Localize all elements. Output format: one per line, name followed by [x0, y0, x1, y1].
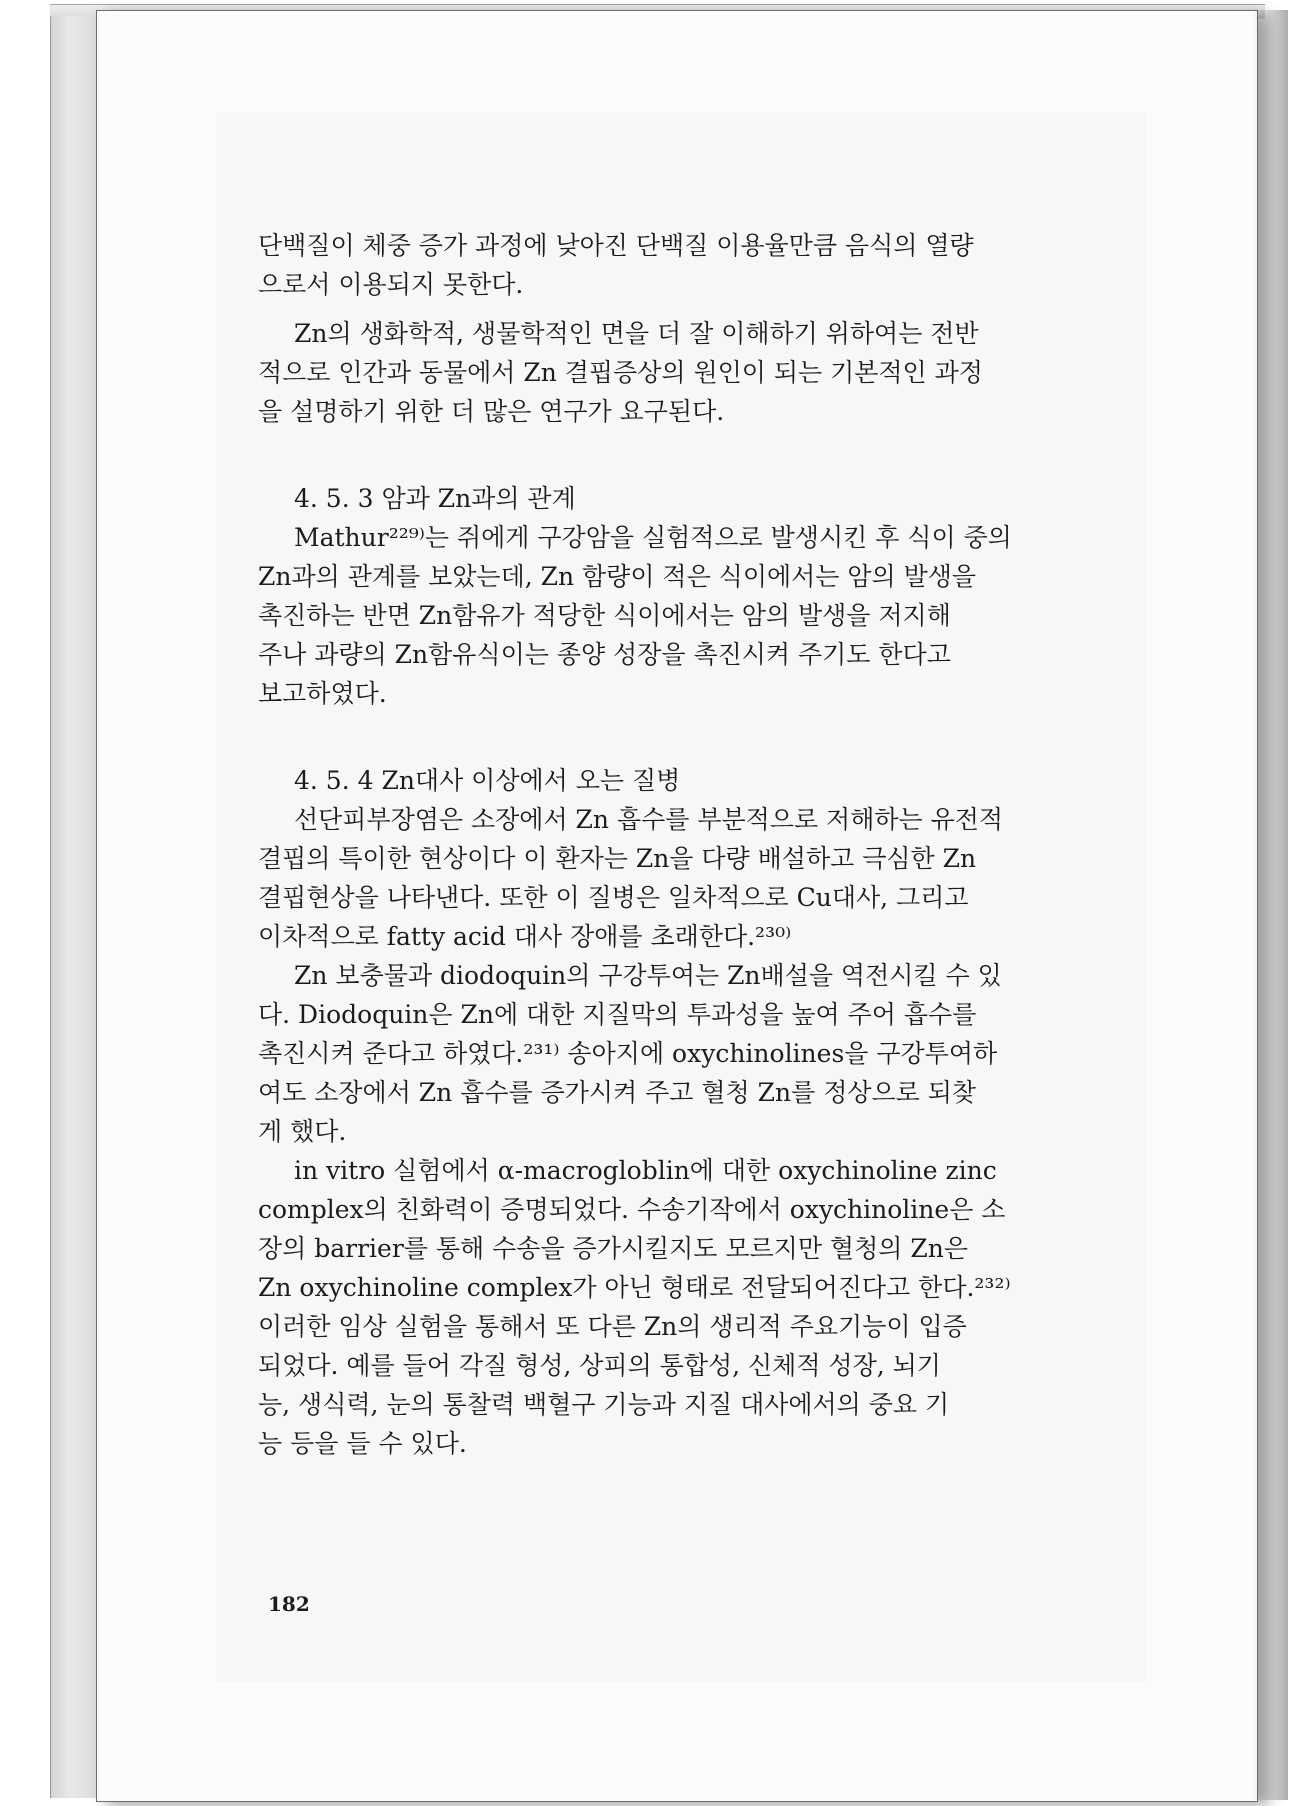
text-line: 장의 barrier를 통해 수송을 증가시킬지도 모르지만 혈청의 Zn은: [258, 1234, 968, 1263]
text-line: Mathur²²⁹⁾는 쥐에게 구강암을 실험적으로 발생시킨 후 식이 중의: [294, 523, 1012, 552]
book-spine: [50, 16, 98, 1798]
text-line: 으로서 이용되지 못한다.: [258, 270, 524, 299]
section-heading: 4. 5. 3 암과 Zn과의 관계: [294, 484, 576, 513]
text-line: 을 설명하기 위한 더 많은 연구가 요구된다.: [258, 397, 725, 426]
paragraph: [258, 800, 1148, 956]
paragraph: [258, 226, 1148, 304]
text-line: 보고하였다.: [258, 679, 387, 708]
paragraph: [258, 956, 1148, 1151]
text-line: 여도 소장에서 Zn 흡수를 증가시켜 주고 혈청 Zn를 정상으로 되찾: [258, 1078, 977, 1107]
text-line: 능, 생식력, 눈의 통찰력 백혈구 기능과 지질 대사에서의 중요 기: [258, 1390, 950, 1419]
text-line: 이러한 임상 실험을 통해서 또 다른 Zn의 생리적 주요기능이 입증: [258, 1312, 967, 1341]
text-line: 능 등을 들 수 있다.: [258, 1429, 467, 1458]
paragraph: [258, 314, 1148, 431]
text-line: 결핍의 특이한 현상이다 이 환자는 Zn을 다량 배설하고 극심한 Zn: [258, 844, 977, 873]
page-number: 182: [268, 1592, 310, 1616]
text-line: in vitro 실험에서 α-macrogloblin에 대한 oxychinoline zinc: [294, 1156, 997, 1185]
text-line: Zn과의 관계를 보았는데, Zn 함량이 적은 식이에서는 암의 발생을: [258, 562, 977, 591]
text-line: 이차적으로 fatty acid 대사 장애를 초래한다.²³⁰⁾: [258, 922, 792, 951]
text-line: 적으로 인간과 동물에서 Zn 결핍증상의 원인이 되는 기본적인 과정: [258, 358, 983, 387]
section-heading: 4. 5. 4 Zn대사 이상에서 오는 질병: [294, 766, 681, 795]
text-line: 선단피부장염은 소장에서 Zn 흡수를 부분적으로 저해하는 유전적: [294, 805, 1004, 834]
text-line: Zn의 생화학적, 생물학적인 면을 더 잘 이해하기 위하여는 전반: [294, 319, 979, 348]
page-body: [258, 226, 1148, 1463]
text-line: 되었다. 예를 들어 각질 형성, 상피의 통합성, 신체적 성장, 뇌기: [258, 1351, 941, 1380]
text-line: 촉진시켜 준다고 하였다.²³¹⁾ 송아지에 oxychinolines을 구강투여하: [258, 1039, 998, 1068]
text-line: 게 했다.: [258, 1117, 347, 1146]
text-line: 주나 과량의 Zn함유식이는 종양 성장을 촉진시켜 주기도 한다고: [258, 640, 951, 669]
text-line: complex의 친화력이 증명되었다. 수송기작에서 oxychinoline은 소: [258, 1195, 1006, 1224]
text-line: 단백질이 체중 증가 과정에 낮아진 단백질 이용율만큼 음식의 열량: [258, 231, 974, 260]
text-line: Zn 보충물과 diodoquin의 구강투여는 Zn배설을 역전시킬 수 있: [294, 961, 1002, 990]
paragraph: [258, 518, 1148, 713]
text-line: 촉진하는 반면 Zn함유가 적당한 식이에서는 암의 발생을 저지해: [258, 601, 951, 630]
text-line: 결핍현상을 나타낸다. 또한 이 질병은 일차적으로 Cu대사, 그리고: [258, 883, 969, 912]
page-edge-shadow: [1252, 10, 1288, 1800]
text-line: 다. Diodoquin은 Zn에 대한 지질막의 투과성을 높여 주어 흡수를: [258, 1000, 977, 1029]
text-line: Zn oxychinoline complex가 아닌 형태로 전달되어진다고 한다.²³²⁾: [258, 1273, 1011, 1302]
paragraph: [258, 1151, 1148, 1463]
